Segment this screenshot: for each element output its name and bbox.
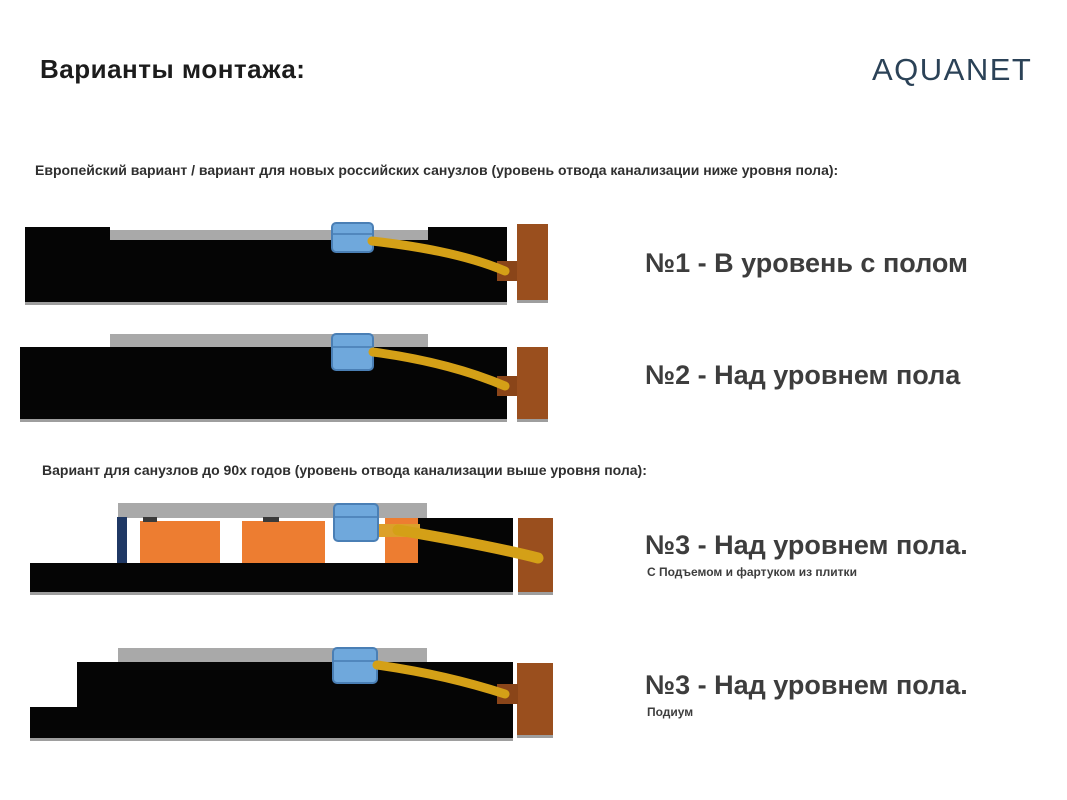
tub-rim-right xyxy=(428,227,507,241)
section-2-heading: Вариант для санузлов до 90х годов (уровень отвода канализации выше уровня пола): xyxy=(42,462,647,478)
mounting-board xyxy=(117,517,127,563)
siphon-box xyxy=(331,333,374,371)
siphon-box xyxy=(331,222,374,253)
tub-body xyxy=(20,347,507,422)
wall-outlet xyxy=(497,376,517,396)
siphon-box xyxy=(332,647,378,684)
tile-spacer xyxy=(143,517,157,522)
sewer-riser xyxy=(517,663,553,738)
variant-3-sublabel: С Подъемом и фартуком из плитки xyxy=(647,565,857,579)
brand-logo: AQUANET xyxy=(872,52,1033,87)
variant-4-sublabel: Подиум xyxy=(647,705,694,719)
floor-tile-strip xyxy=(110,230,428,240)
tile-apron-top xyxy=(118,503,427,518)
podium-body xyxy=(77,662,513,738)
floor-tile-strip xyxy=(118,648,427,662)
variant-1-label: №1 - В уровень с полом xyxy=(645,248,968,278)
tile-spacer xyxy=(263,517,279,522)
section-1-heading: Европейский вариант / вариант для новых российских санузлов (уровень отвода канализации ниже уровня пола): xyxy=(35,162,839,178)
tub-rim-left xyxy=(25,227,110,241)
wall-outlet xyxy=(497,684,518,704)
floor-slab xyxy=(30,563,513,595)
tub-body xyxy=(25,240,507,305)
variant-2-label: №2 - Над уровнем пола xyxy=(645,360,961,390)
variant-4-label: №3 - Над уровнем пола. xyxy=(645,670,968,700)
pipe-outlet xyxy=(378,524,420,537)
wall-outlet xyxy=(497,261,517,281)
sewer-riser xyxy=(518,518,553,595)
page-title: Варианты монтажа: xyxy=(40,54,306,84)
variant-3-label: №3 - Над уровнем пола. xyxy=(645,530,968,560)
brick-block xyxy=(140,521,220,563)
floor-tile-strip xyxy=(110,334,428,347)
sewer-riser xyxy=(517,347,548,422)
brick-block xyxy=(242,521,325,563)
sewer-riser xyxy=(517,224,548,303)
siphon-box xyxy=(333,503,379,542)
